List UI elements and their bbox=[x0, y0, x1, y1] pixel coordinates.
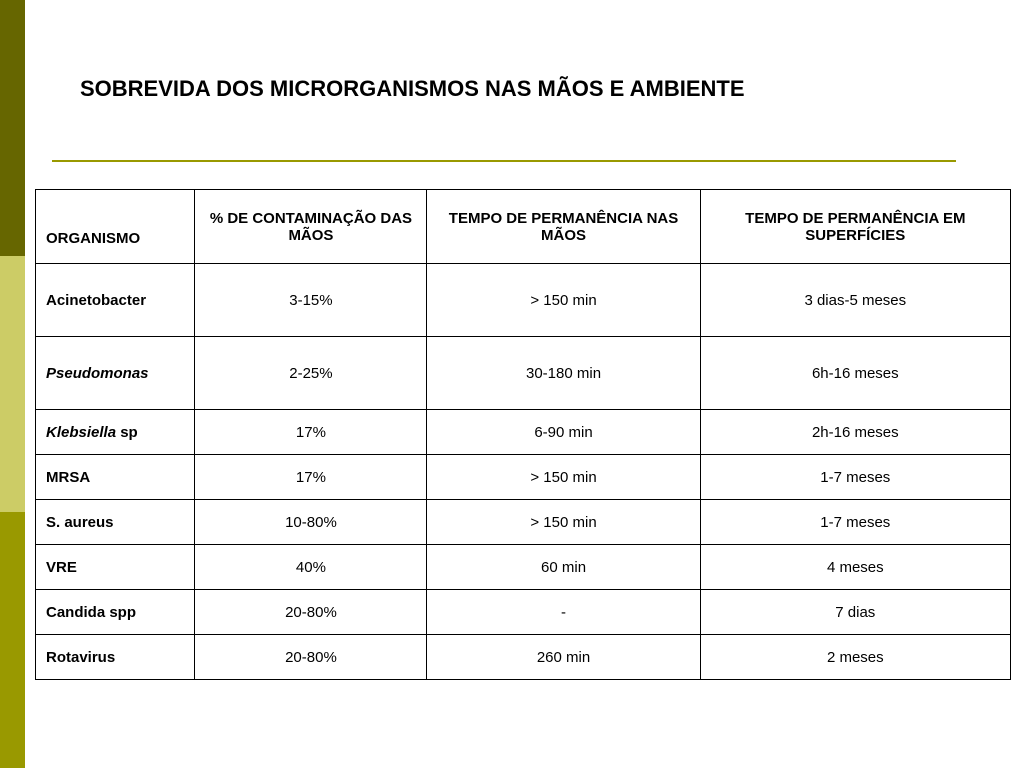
organism-name: S. aureus bbox=[46, 513, 114, 531]
header-organism: ORGANISMO bbox=[36, 190, 195, 264]
time-on-surfaces-cell: 1-7 meses bbox=[700, 500, 1010, 545]
table-row bbox=[36, 455, 1011, 500]
title-divider bbox=[52, 160, 956, 162]
side-bar-bottom bbox=[0, 512, 25, 768]
contamination-cell: 2-25% bbox=[195, 337, 427, 410]
table-row bbox=[36, 635, 1011, 680]
table-row bbox=[36, 500, 1011, 545]
side-bar-top bbox=[0, 0, 25, 256]
organism-cell bbox=[36, 545, 195, 590]
time-on-surfaces-cell: 2h-16 meses bbox=[700, 410, 1010, 455]
organism-suffix: sp bbox=[116, 423, 138, 441]
slide-title: SOBREVIDA DOS MICRORGANISMOS NAS MÃOS E AMBIENTE bbox=[80, 76, 745, 101]
time-on-surfaces-cell: 7 dias bbox=[700, 590, 1010, 635]
time-on-hands-cell: 60 min bbox=[427, 545, 700, 590]
table-row bbox=[36, 545, 1011, 590]
survival-table bbox=[35, 189, 1011, 680]
organism-cell bbox=[36, 455, 195, 500]
time-on-surfaces-cell: 4 meses bbox=[700, 545, 1010, 590]
side-bar-middle bbox=[0, 256, 25, 512]
organism-cell bbox=[36, 337, 195, 410]
organism-name: Acinetobacter bbox=[46, 291, 147, 309]
organism-name: MRSA bbox=[46, 468, 91, 486]
time-on-surfaces-cell: 3 dias-5 meses bbox=[700, 264, 1010, 337]
contamination-cell: 10-80% bbox=[195, 500, 427, 545]
organism-cell bbox=[36, 590, 195, 635]
contamination-cell: 40% bbox=[195, 545, 427, 590]
organism-name: Klebsiella bbox=[46, 423, 117, 441]
organism-name: Pseudomonas bbox=[46, 364, 149, 382]
time-on-surfaces-cell: 1-7 meses bbox=[700, 455, 1010, 500]
time-on-hands-cell: > 150 min bbox=[427, 500, 700, 545]
contamination-cell: 20-80% bbox=[195, 635, 427, 680]
time-on-hands-cell: 6-90 min bbox=[427, 410, 700, 455]
table-row bbox=[36, 337, 1011, 410]
organism-name: Rotavirus bbox=[46, 648, 116, 666]
time-on-hands-cell: 30-180 min bbox=[427, 337, 700, 410]
contamination-cell: 17% bbox=[195, 410, 427, 455]
header-hand-contamination: % DE CONTAMINAÇÃO DAS MÃOS bbox=[195, 190, 427, 264]
time-on-surfaces-cell: 2 meses bbox=[700, 635, 1010, 680]
organism-name: VRE bbox=[46, 558, 77, 576]
header-time-on-surfaces: TEMPO DE PERMANÊNCIA EM SUPERFÍCIES bbox=[700, 190, 1010, 264]
time-on-hands-cell: > 150 min bbox=[427, 264, 700, 337]
time-on-surfaces-cell: 6h-16 meses bbox=[700, 337, 1010, 410]
organism-cell bbox=[36, 635, 195, 680]
organism-cell bbox=[36, 264, 195, 337]
table-row bbox=[36, 264, 1011, 337]
time-on-hands-cell: - bbox=[427, 590, 700, 635]
organism-cell bbox=[36, 500, 195, 545]
contamination-cell: 20-80% bbox=[195, 590, 427, 635]
organism-cell bbox=[36, 410, 195, 455]
table-row bbox=[36, 590, 1011, 635]
time-on-hands-cell: > 150 min bbox=[427, 455, 700, 500]
contamination-cell: 3-15% bbox=[195, 264, 427, 337]
header-time-on-hands: TEMPO DE PERMANÊNCIA NAS MÃOS bbox=[427, 190, 700, 264]
table-header-row bbox=[36, 190, 1011, 264]
table-row bbox=[36, 410, 1011, 455]
time-on-hands-cell: 260 min bbox=[427, 635, 700, 680]
organism-name: Candida spp bbox=[46, 603, 137, 621]
contamination-cell: 17% bbox=[195, 455, 427, 500]
